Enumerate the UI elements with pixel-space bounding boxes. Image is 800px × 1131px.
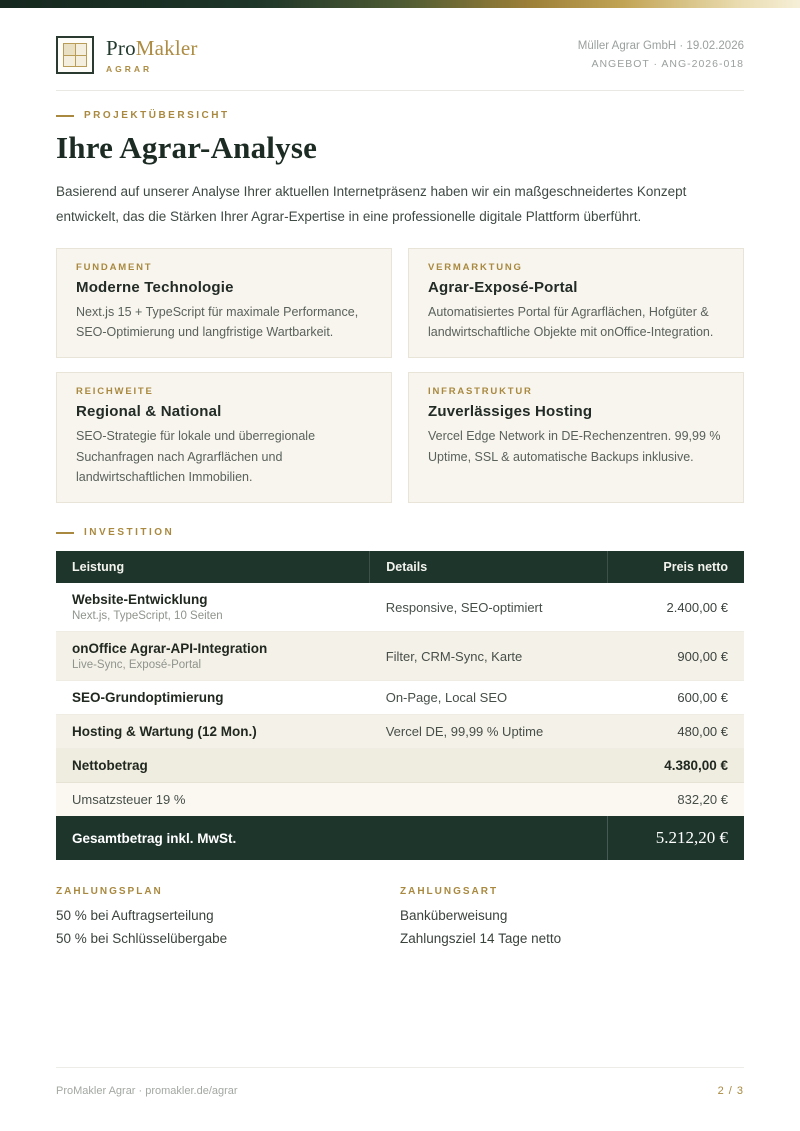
- accent-gradient-bar: [0, 0, 800, 8]
- table-row: [56, 681, 744, 715]
- card-label: VERMARKTUNG: [428, 261, 523, 273]
- card-body: Next.js 15 + TypeScript für maximale Performance, SEO-Optimierung und langfristige Wartbarkeit.: [76, 304, 359, 340]
- netto-label: Nettobetrag: [56, 749, 607, 783]
- feature-cards: [56, 248, 744, 503]
- payment-plan: [56, 886, 400, 951]
- label-dash: [56, 532, 74, 534]
- service-name: Website-Entwicklung: [72, 592, 208, 608]
- netto-price: 4.380,00 €: [607, 749, 744, 783]
- service-name: onOffice Agrar-API-Integration: [72, 641, 268, 657]
- service-price: 900,00 €: [607, 632, 744, 681]
- card-fundament: [56, 248, 392, 359]
- service-details: On-Page, Local SEO: [370, 681, 607, 715]
- payment-method-label: ZAHLUNGSART: [400, 886, 499, 898]
- investment-section-label: [56, 527, 744, 538]
- tax-label: Umsatzsteuer 19 %: [72, 792, 186, 808]
- card-title: Agrar-Exposé-Portal: [428, 278, 578, 296]
- payment-plan-line: 50 % bei Schlüsselübergabe: [56, 931, 228, 947]
- pricing-table: [56, 551, 744, 860]
- offer-number: ANGEBOT · ANG-2026-018: [591, 58, 744, 70]
- service-details: Vercel DE, 99,99 % Uptime: [370, 715, 607, 749]
- card-label: INFRASTRUKTUR: [428, 386, 533, 398]
- card-title: Regional & National: [76, 403, 222, 421]
- brand-name-makler: Makler: [135, 36, 198, 60]
- document-header: [56, 36, 744, 74]
- intro-paragraph: Basierend auf unserer Analyse Ihrer aktuellen Internetpräsenz haben wir ein maßgeschneidertes Konzept entwickelt, das die Stärken Ihrer Agrar-Expertise in eine professionelle digitale Plattform überführt.: [56, 184, 687, 224]
- card-body: Automatisiertes Portal für Agrarflächen, Hofgüter & landwirtschaftliche Objekte mit onOffice-Integration.: [428, 304, 714, 340]
- brand-wordmark: [106, 36, 198, 74]
- window-panes-icon: [63, 43, 87, 67]
- client-and-date: Müller Agrar GmbH · 19.02.2026: [577, 40, 744, 52]
- payment-plan-lines: [56, 905, 400, 951]
- payment-method-lines: [400, 905, 744, 951]
- card-title: Zuverlässiges Hosting: [428, 403, 593, 421]
- payment-section: [56, 886, 744, 951]
- document-meta: [578, 36, 744, 70]
- col-header-price: Preis netto: [607, 551, 744, 583]
- service-price: 480,00 €: [607, 715, 744, 749]
- overview-label-text: PROJEKTÜBERSICHT: [84, 110, 230, 121]
- window-logo-icon: [56, 36, 94, 74]
- card-vermarktung: [408, 248, 744, 359]
- card-infrastruktur: [408, 372, 744, 503]
- col-header-details: Details: [370, 551, 607, 583]
- header-divider: [56, 90, 744, 91]
- card-body: Vercel Edge Network in DE-Rechenzentren. 99,99 % Uptime, SSL & automatische Backups inklusive.: [428, 429, 721, 464]
- table-header-row: [56, 551, 744, 583]
- section-investment: [56, 527, 744, 860]
- total-price: 5.212,20 €: [607, 816, 744, 860]
- page-footer: [56, 1067, 744, 1097]
- payment-method-line: Banküberweisung: [400, 908, 508, 924]
- brand-subtitle: AGRAR: [106, 64, 153, 74]
- total-label: Gesamtbetrag inkl. MwSt.: [72, 830, 237, 846]
- brand-name: [106, 36, 198, 61]
- service-price: 600,00 €: [607, 681, 744, 715]
- service-details: Responsive, SEO-optimiert: [370, 583, 607, 632]
- table-row: [56, 715, 744, 749]
- payment-method: [400, 886, 744, 951]
- table-row: [56, 583, 744, 632]
- tax-price: 832,20 €: [677, 792, 728, 808]
- service-name: Hosting & Wartung (12 Mon.): [72, 724, 257, 740]
- page-number: 2 / 3: [717, 1085, 744, 1097]
- brand-logo: [56, 36, 198, 74]
- service-sub: Live-Sync, Exposé-Portal: [72, 659, 202, 672]
- card-body: SEO-Strategie für lokale und überregionale Suchanfragen nach Agrarflächen und landwirtschaftlichen Immobilien.: [76, 429, 316, 484]
- service-name: SEO-Grundoptimierung: [72, 690, 224, 706]
- section-overview: [56, 110, 744, 503]
- card-label: REICHWEITE: [76, 386, 154, 398]
- payment-plan-label: ZAHLUNGSPLAN: [56, 886, 163, 898]
- footer-brand-url: ProMakler Agrar · promakler.de/agrar: [56, 1085, 238, 1097]
- page-content: [0, 8, 800, 1131]
- service-sub: Next.js, TypeScript, 10 Seiten: [72, 610, 223, 623]
- card-reichweite: [56, 372, 392, 503]
- investment-label-text: INVESTITION: [84, 527, 175, 539]
- netto-row: [56, 749, 744, 783]
- payment-plan-line: 50 % bei Auftragserteilung: [56, 908, 214, 924]
- overview-section-label: [56, 110, 744, 121]
- card-title: Moderne Technologie: [76, 278, 234, 296]
- payment-method-line: Zahlungsziel 14 Tage netto: [400, 931, 562, 947]
- service-price: 2.400,00 €: [607, 583, 744, 632]
- table-row: [56, 632, 744, 681]
- footer-divider: [56, 1067, 744, 1068]
- total-row: [56, 816, 744, 860]
- label-dash: [56, 115, 74, 117]
- card-label: FUNDAMENT: [76, 261, 153, 273]
- col-header-service: Leistung: [56, 551, 370, 583]
- brand-name-pro: Pro: [106, 36, 136, 60]
- page-title: Ihre Agrar-Analyse: [56, 130, 318, 165]
- service-details: Filter, CRM-Sync, Karte: [370, 632, 607, 681]
- tax-row: [56, 783, 744, 817]
